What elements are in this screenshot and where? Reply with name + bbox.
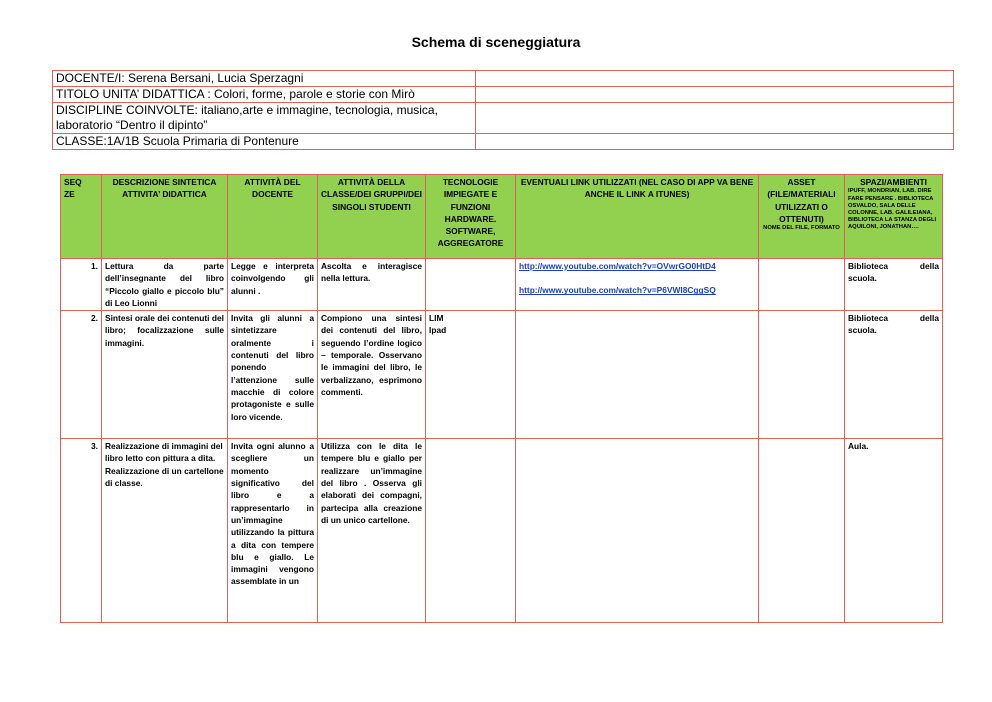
link-cell [516, 259, 759, 311]
header-tecnologie: TECNOLOGIE IMPIEGATE E FUNZIONI HARDWARE. SOFTWARE, AGGREGATORE [426, 175, 516, 259]
header-asset-note: NOME DEL FILE, FORMATO [763, 225, 840, 232]
spazi-cell: Aula. [845, 439, 943, 623]
tecnologie-cell [426, 259, 516, 311]
classe-activity-cell: Ascolta e interagisce nella lettura. [318, 259, 426, 311]
youtube-link-2[interactable]: http://www.youtube.com/watch?v=P6VWI8CggSQ [519, 285, 716, 296]
header-attivita-docente: ATTIVITÀ DEL DOCENTE [228, 175, 318, 259]
header-link: EVENTUALI LINK UTILIZZATI (NEL CASO DI APP VA BENE ANCHE IL LINK A ITUNES) [516, 175, 759, 259]
asset-cell [759, 311, 845, 439]
discipline-cell [53, 103, 476, 134]
header-spazi-label: SPAZI/AMBIENTI [860, 177, 927, 187]
descrizione-line: Realizzazione di immagini del libro letto con pittura a dita. [105, 441, 223, 464]
tecnologie-item: LIM [429, 313, 444, 324]
youtube-link-1[interactable]: http://www.youtube.com/watch?v=OVwrGO0HtD4 [519, 261, 716, 271]
descrizione-cell: Lettura da parte dell’insegnante del libro “Piccolo giallo e piccolo blu” di Leo Lionni [102, 259, 228, 311]
header-row [61, 175, 943, 259]
header-seq-line-1: SEQ [64, 177, 82, 187]
info-row-titolo [53, 87, 954, 103]
header-seq-line-2: ZE [64, 189, 75, 200]
docente-activity-cell: Invita ogni alunno a scegliere un momento significativo del libro e a rappresentarlo in un’immagine utilizzando la pittura a dita con tempere blu e giallo. Le immagini vengono assemblate in un [228, 439, 318, 623]
header-spazi [845, 175, 943, 259]
descrizione-cell [102, 439, 228, 623]
classe-activity-cell: Compiono una sintesi dei contenuti del libro, seguendo l’ordine logico – temporale. Osservano le immagini del libro, le verbalizzano, esprimono commenti. [318, 311, 426, 439]
asset-cell [759, 439, 845, 623]
header-descrizione: DESCRIZIONE SINTETICA ATTIVITA’ DIDATTICA [102, 175, 228, 259]
link-cell [516, 439, 759, 623]
empty-cell [476, 71, 954, 87]
info-row-classe [53, 134, 954, 150]
page-title: Schema di sceneggiatura [411, 34, 581, 50]
tecnologie-cell [426, 439, 516, 623]
header-asset [759, 175, 845, 259]
docente-activity-cell: Legge e interpreta coinvolgendo gli alunni . [228, 259, 318, 311]
classe-cell: CLASSE:1A/1B Scuola Primaria di Pontenure [53, 134, 476, 150]
docente-cell: DOCENTE/I: Serena Bersani, Lucia Sperzagni [53, 71, 476, 87]
row-number: 3. [61, 439, 102, 623]
tecnologie-cell [426, 311, 516, 439]
asset-cell [759, 259, 845, 311]
link-cell [516, 311, 759, 439]
empty-cell [476, 103, 954, 134]
info-row-docente [53, 71, 954, 87]
empty-cell [476, 87, 954, 103]
descrizione-line: Realizzazione di un cartellone di classe. [105, 465, 224, 489]
info-table [52, 70, 954, 150]
table-row [61, 439, 943, 623]
tecnologie-item: Ipad [429, 325, 447, 336]
row-number: 1. [61, 259, 102, 311]
table-row [61, 311, 943, 439]
discipline-line-2: laboratorio “Dentro il dipinto” [56, 118, 208, 132]
header-spazi-note: IPUFF, MONDRIAN, LAB. DIRE FARE PENSARE . BIBLIOTECA OSVALDO, SALA DELLE COLONNE, LAB. GALILEIANA, BIBLIOTECA LA STANZA DEGLI AQUILONI, JONATHAN…. [848, 188, 937, 231]
info-row-discipline [53, 103, 954, 134]
discipline-line-1: DISCIPLINE COINVOLTE: italiano,arte e immagine, tecnologia, musica, [56, 103, 438, 117]
docente-activity-cell: Invita gli alunni a sintetizzare oralmente i contenuti del libro ponendo l’attenzione sulle macchie di colore protagoniste e sulle loro vicende. [228, 311, 318, 439]
header-seq [61, 175, 102, 259]
script-table [60, 174, 943, 623]
header-attivita-classe: ATTIVITÀ DELLA CLASSE/DEI GRUPPI/DEI SINGOLI STUDENTI [318, 175, 426, 259]
classe-activity-cell: Utilizza con le dita le tempere blu e giallo per realizzare un’immagine del libro . Osserva gli elaborati dei compagni, partecipa alla creazione di un unico cartellone. [318, 439, 426, 623]
spacer [519, 272, 755, 284]
row-number: 2. [61, 311, 102, 439]
titolo-cell: TITOLO UNITA’ DIDATTICA : Colori, forme, parole e storie con Mirò [53, 87, 476, 103]
empty-cell [476, 134, 954, 150]
header-asset-label: ASSET (FILE/MATERIALI UTILIZZATI O OTTENUTI) [767, 177, 836, 224]
descrizione-cell: Sintesi orale dei contenuti del libro; focalizzazione sulle immagini. [102, 311, 228, 439]
spazi-cell: Biblioteca della scuola. [845, 259, 943, 311]
spazi-cell: Biblioteca della scuola. [845, 311, 943, 439]
table-row [61, 259, 943, 311]
